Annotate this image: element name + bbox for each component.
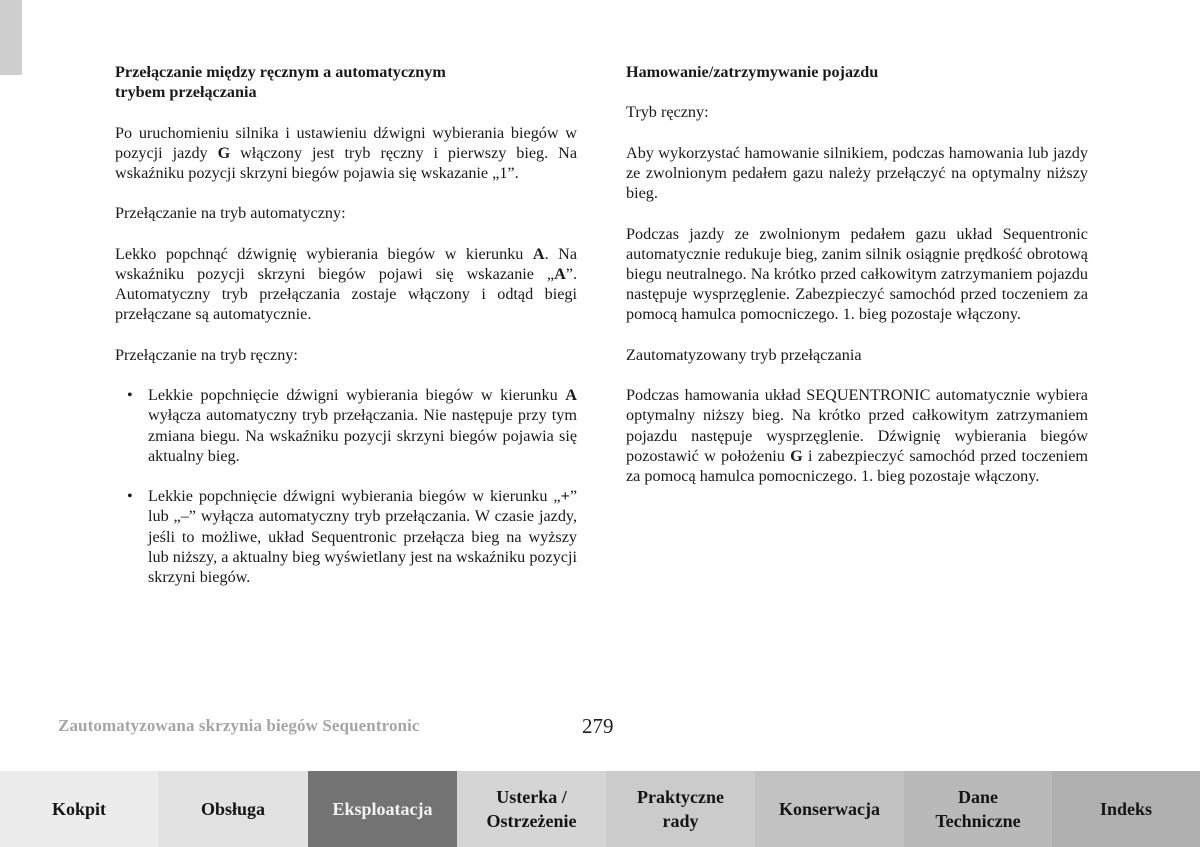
paragraph [626,385,1088,486]
tab-dane[interactable]: Dane Techniczne [904,771,1052,847]
bold-text: + [560,487,570,506]
bullet-list [115,385,577,587]
corner-marker [0,0,22,75]
paragraph [115,123,577,184]
list-item [115,385,577,466]
heading-line: trybem przełączania [115,83,257,102]
paragraph [626,345,1088,365]
paragraph [115,345,577,365]
paragraph [626,102,1088,122]
paragraph [115,244,577,325]
text-run: Zautomatyzowany tryb przełączania [626,345,862,364]
chapter-tabs [0,771,1200,847]
bold-text: A [565,386,577,405]
tab-usterka[interactable]: Usterka / Ostrzeżenie [457,771,606,847]
tab-obsługa[interactable]: Obsługa [158,771,308,847]
chapter-title: Zautomatyzowana skrzynia biegów Sequentronic [58,716,420,735]
text-run: Po uruchomieniu silnika i ustawieniu dźwigni wybierania biegów w pozycji jazdy [115,123,577,162]
section-heading [115,62,577,102]
text-run: ” lub „–” wyłącza automatyczny tryb przełączania. W czasie jazdy, jeśli to możliwe, układ Sequentronic przełącza bieg na wyższy lub niższy, a aktualny bieg wyświetlany jest na wskaźniku pozycji skrzyni biegów. [148,487,577,586]
paragraph [626,224,1088,325]
bold-text: G [217,143,231,162]
text-run: włączony jest tryb ręczny i pierwszy bieg. Na wskaźniku pozycji skrzyni biegów pojawia się wskazanie „1”. [115,143,578,182]
text-run: Lekko popchnąć dźwignię wybierania biegów w kierunku [115,244,533,263]
left-paragraphs [115,123,577,365]
text-run: Lekkie popchnięcie dźwigni wybierania biegów w kierunku [148,386,566,405]
text-run: Lekkie popchnięcie dźwigni wybierania biegów w kierunku „ [148,487,561,506]
left-column [115,62,577,607]
text-run: Podczas hamowania układ SEQUENTRONIC automatycznie wybiera optymalny niższy bieg. Na krótko przed całkowitym zatrzymaniem pojazdu następuje wysprzęglenie. Dźwignię wybierania biegów pozostawić w położeniu [626,386,1088,465]
text-run: i zabezpieczyć samochód przed toczeniem za pomocą hamulca pomocniczego. 1. bieg pozostaje włączony. [626,446,1088,485]
text-run: ”. Automatyczny tryb przełączania zostaje włączony i odtąd biegi przełączane są automatycznie. [115,264,577,324]
tab-indeks[interactable]: Indeks [1052,771,1200,847]
text-run: Aby wykorzystać hamowanie silnikiem, podczas hamowania lub jazdy ze zwolnionym pedałem gazu należy przełączyć na optymalny niższy bieg. [626,143,1088,203]
text-run: wyłącza automatyczny tryb przełączania. Nie następuje przy tym zmiana biegu. Na wskaźniku pozycji skrzyni biegów pojawia się aktualny bieg. [148,406,577,465]
right-column [626,62,1088,506]
tab-eksploatacja[interactable]: Eksploatacja [308,771,457,847]
text-run: Przełączanie na tryb ręczny: [115,345,298,364]
heading-line: Przełączanie między ręcznym a automatycznym [115,63,446,81]
right-paragraphs [626,102,1088,486]
paragraph [115,203,577,223]
text-run: Tryb ręczny: [626,103,709,122]
tab-praktyczne[interactable]: Praktyczne rady [606,771,755,847]
section-heading: Hamowanie/zatrzymywanie pojazdu [626,63,879,81]
bold-text: A [532,244,545,263]
text-run: Przełączanie na tryb automatyczny: [115,204,346,223]
bold-text: A [554,264,566,283]
paragraph [626,143,1088,204]
text-run: . Na wskaźniku pozycji skrzyni biegów pojawi się wskazanie „ [115,244,577,283]
page-number: 279 [582,714,614,738]
list-item [115,486,577,587]
tab-kokpit[interactable]: Kokpit [0,771,158,847]
bold-text: G [790,446,803,465]
tab-konserwacja[interactable]: Konserwacja [755,771,904,847]
text-run: Podczas jazdy ze zwolnionym pedałem gazu układ Sequentronic automatycznie redukuje bieg, zanim silnik osiągnie prędkość obrotową biegu neutralnego. Na krótko przed całkowitym zatrzymaniem pojazdu następuje wysprzęglenie. Zabezpieczyć samochód przed toczeniem za pomocą hamulca pomocniczego. 1. bieg pozostaje włączony. [626,224,1088,324]
